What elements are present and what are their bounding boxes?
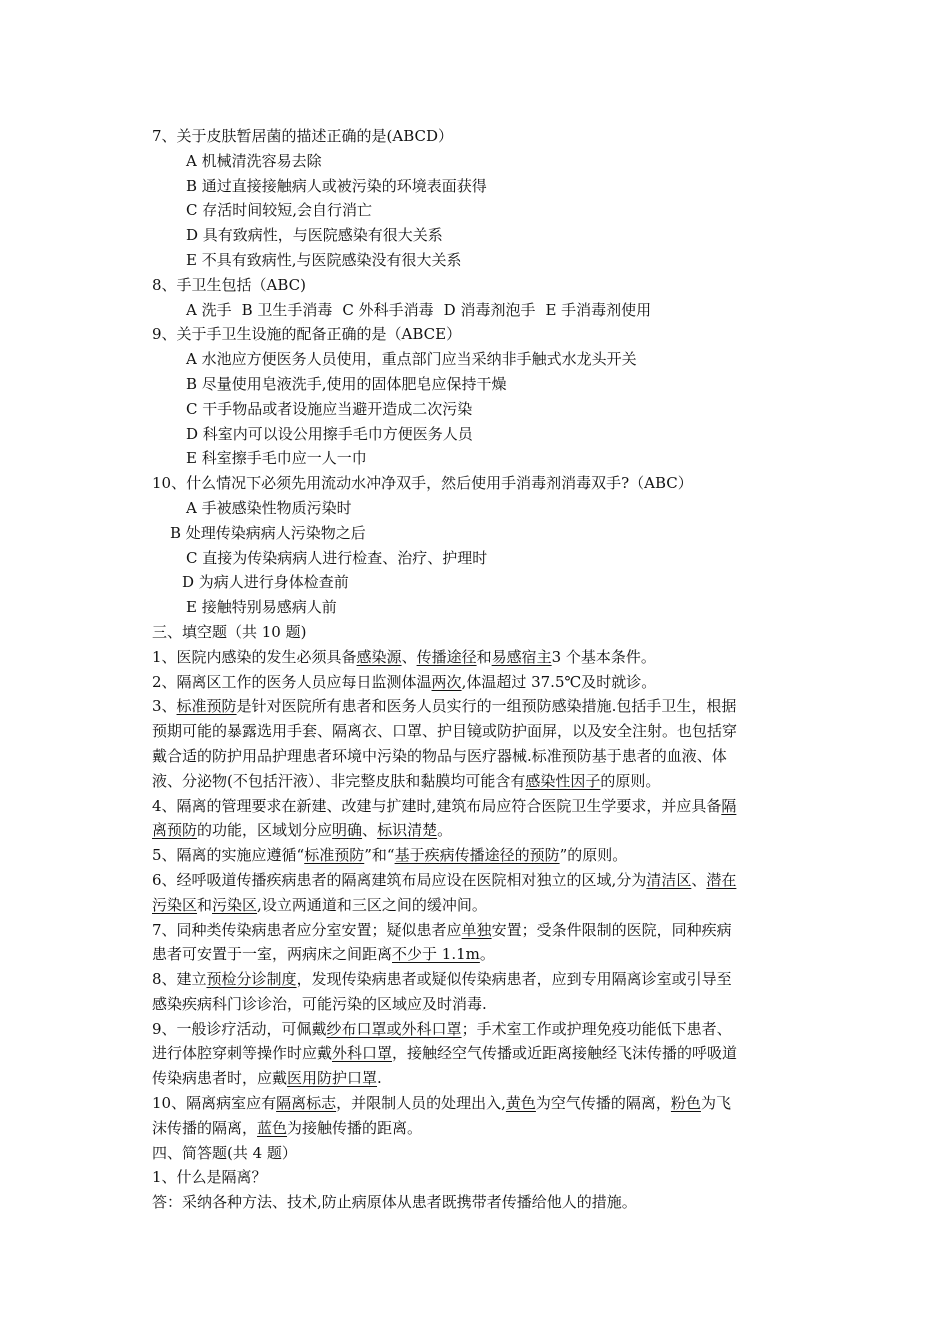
answer-blank: 不少于 1.1m [392, 945, 480, 964]
text: ，发现传染病患者或疑似传染病患者，应到专用隔离诊室或引导至 [296, 970, 732, 989]
text: 4、隔离的管理要求在新建、改建与扩建时,建筑布局应符合医院卫生学要求，并应具备 [152, 796, 722, 815]
answer-blank: 感染源 [356, 647, 402, 666]
question-10-stem: 10、什么情况下必须先用流动水冲净双手，然后使用手消毒剂消毒双手?（ABC） [152, 474, 693, 493]
text: ，接触经空气传播或近距离接触经飞沫传播的呼吸道 [392, 1044, 738, 1063]
question-10-option-e: E 接触特别易感病人前 [186, 598, 337, 617]
answer-blank: 污染区 [212, 895, 258, 914]
section-4-title: 四、简答题(共 4 题） [152, 1143, 297, 1162]
question-8-option-d: D 消毒剂泡手 [443, 300, 536, 319]
fill-blank-8-line-1 [152, 967, 808, 992]
text: 9、一般诊疗活动，可佩戴 [152, 1019, 327, 1038]
question-7-option-a: A 机械清洗容易去除 [186, 151, 322, 170]
text: 的原则。 [600, 771, 661, 790]
question-10-option-c: C 直接为传染病病人进行检查、治疗、护理时 [186, 548, 488, 567]
answer-blank: 外科口罩 [332, 1044, 393, 1063]
text: 。 [437, 821, 453, 840]
text: . [377, 1069, 382, 1088]
fill-blank-3-line-4 [152, 769, 808, 794]
question-10-option-a: A 手被感染性物质污染时 [186, 498, 352, 517]
text: ,体温超过 37.5℃及时就诊。 [461, 672, 657, 691]
text: 进行体腔穿刺等操作时应戴 [152, 1044, 333, 1063]
text: ；手术室工作或护理免疫功能低下患者、 [461, 1019, 732, 1038]
answer-blank: 医用防护口罩 [287, 1069, 378, 1088]
text: ，并限制人员的处理出入, [336, 1094, 506, 1113]
fill-blank-6-line-1 [152, 868, 808, 893]
answer-blank: 污染区 [152, 895, 198, 914]
answer-blank: 蓝色 [257, 1118, 288, 1137]
fill-blank-1 [152, 645, 808, 670]
answer-blank: 清洁区 [646, 870, 692, 889]
question-9-option-d: D 科室内可以设公用擦手毛巾方便医务人员 [186, 424, 473, 443]
fill-blank-6-line-2 [152, 893, 808, 918]
answer-blank: 隔 [721, 796, 737, 815]
text: 6、经呼吸道传播疾病患者的隔离建筑布局应设在医院相对独立的区域,分为 [152, 870, 647, 889]
answer-blank: 离预防 [152, 821, 198, 840]
question-8-option-e: E 手消毒剂使用 [545, 300, 652, 319]
answer-blank: 基于疾病传播途径的预防 [394, 846, 560, 865]
question-7-option-b: B 通过直接接触病人或被污染的环境表面获得 [186, 176, 487, 195]
answer-blank: 粉色 [670, 1094, 701, 1113]
answer-blank: 标识清楚 [377, 821, 438, 840]
text: 7、同种类传染病患者应分室安置；疑似患者应 [152, 920, 462, 939]
text: 为接触传播的距离。 [287, 1118, 423, 1137]
text: 8、建立 [152, 970, 207, 989]
question-9-option-c: C 干手物品或者设施应当避开造成二次污染 [186, 399, 473, 418]
fill-blank-5 [152, 843, 808, 868]
question-8-option-b: B 卫生手消毒 [241, 300, 333, 319]
fill-blank-9-line-3 [152, 1066, 808, 1091]
fill-blank-9-line-1 [152, 1017, 808, 1042]
answer-blank: 黄色 [505, 1094, 536, 1113]
fill-blank-10-line-1 [152, 1091, 808, 1116]
text: 3 个基本条件。 [551, 647, 656, 666]
text: 。 [479, 945, 495, 964]
fill-blank-7-line-1 [152, 918, 808, 943]
question-8-options [152, 298, 808, 323]
fill-blank-3-line-3: 戴合适的防护用品护理患者环境中污染的物品与医疗器械.标准预防基于患者的血液、体 [152, 746, 727, 765]
fill-blank-4-line-1 [152, 794, 808, 819]
question-9-option-e: E 科室擦手毛巾应一人一巾 [186, 449, 367, 468]
fill-blank-10-line-2 [152, 1116, 808, 1141]
text: 2、隔离区工作的医务人员应每日监测体温 [152, 672, 432, 691]
text: 液、分泌物(不包括汗液）、非完整皮肤和黏膜均可能含有 [152, 771, 526, 790]
question-9-stem: 9、关于手卫生设施的配备正确的是（ABCE） [152, 325, 462, 344]
fill-blank-8-line-2: 感染疾病科门诊诊治，可能污染的区域应及时消毒. [152, 994, 487, 1013]
fill-blank-7-line-2 [152, 942, 808, 967]
answer-blank: 标准预防 [176, 697, 237, 716]
answer-blank: 隔离标志 [276, 1094, 337, 1113]
text: 的功能，区域划分应 [197, 821, 333, 840]
fill-blank-3-line-1 [152, 694, 808, 719]
short-answer-question-1: 1、什么是隔离？ [152, 1168, 267, 1187]
fill-blank-3-line-2: 预期可能的暴露选用手套、隔离衣、口罩、护目镜或防护面屏，以及安全注射。也包括穿 [152, 722, 738, 741]
text: 患者可安置于一室，两病床之间距离 [152, 945, 393, 964]
answer-blank: 明确 [332, 821, 363, 840]
question-9-option-a: A 水池应方便医务人员使用，重点部门应当采纳非手触式水龙头开关 [186, 350, 637, 369]
text: 、 [691, 870, 707, 889]
short-answer-answer-1: 答：采纳各种方法、技术,防止病原体从患者既携带者传播给他人的措施。 [152, 1193, 637, 1212]
answer-blank: 单独 [461, 920, 492, 939]
text: 和 [476, 647, 492, 666]
answer-blank: 潜在 [706, 870, 737, 889]
text: 和 [197, 895, 213, 914]
text: 10、隔离病室应有 [152, 1094, 277, 1113]
text: 1、医院内感染的发生必须具备 [152, 647, 357, 666]
answer-blank: 标准预防 [304, 846, 365, 865]
answer-blank: 易感宿主 [491, 647, 552, 666]
question-10-option-b: B 处理传染病病人污染物之后 [170, 523, 366, 542]
document-body [152, 124, 808, 1215]
question-10-option-d: D 为病人进行身体检查前 [182, 573, 349, 592]
fill-blank-4-line-2 [152, 818, 808, 843]
question-8-option-a: A 洗手 [186, 300, 232, 319]
text: ,设立两通道和三区之间的缓冲间。 [257, 895, 487, 914]
question-8-stem: 8、手卫生包括（ABC) [152, 275, 307, 294]
question-7-option-d: D 具有致病性，与医院感染有很大关系 [186, 226, 443, 245]
answer-blank: 纱布口罩或外科口罩 [326, 1019, 462, 1038]
text: 安置；受条件限制的医院，同种疾病 [491, 920, 732, 939]
text: 5、隔离的实施应遵循“ [152, 846, 305, 865]
answer-blank: 传播途径 [416, 647, 477, 666]
question-7-stem: 7、关于皮肤暂居菌的描述正确的是(ABCD） [152, 127, 454, 145]
fill-blank-9-line-2 [152, 1041, 808, 1066]
text: 、 [362, 821, 378, 840]
section-3-title: 三、填空题（共 10 题) [152, 622, 307, 641]
text: 为飞 [700, 1094, 731, 1113]
question-8-option-c: C 外科手消毒 [342, 300, 434, 319]
question-7-option-e: E 不具有致病性,与医院感染没有很大关系 [186, 250, 462, 269]
question-9-option-b: B 尽量使用皂液洗手,使用的固体肥皂应保持干燥 [186, 374, 507, 393]
text: 传染病患者时，应戴 [152, 1069, 288, 1088]
answer-blank: 感染性因子 [525, 771, 601, 790]
text: 、 [401, 647, 417, 666]
text: 为空气传播的隔离， [535, 1094, 671, 1113]
fill-blank-2 [152, 670, 808, 695]
text: 3、 [152, 697, 177, 716]
text: 是针对医院所有患者和医务人员实行的一组预防感染措施.包括手卫生，根据 [236, 697, 737, 716]
text: ”的原则。 [559, 846, 628, 865]
answer-blank: 两次 [431, 672, 462, 691]
question-7-option-c: C 存活时间较短,会自行消亡 [186, 201, 373, 220]
text: 沫传播的隔离， [152, 1118, 258, 1137]
answer-blank: 预检分诊制度 [206, 970, 297, 989]
text: ”和“ [364, 846, 395, 865]
